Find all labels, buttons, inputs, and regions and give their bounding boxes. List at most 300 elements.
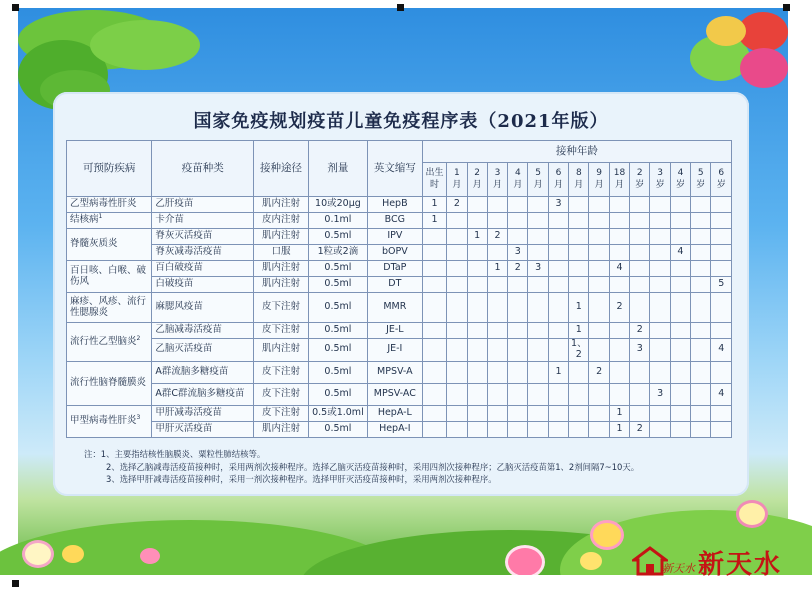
dose-number-cell: 3 [650, 383, 670, 405]
footnote-2: 2、选择乙脑减毒活疫苗接种时，采用两剂次接种程序。选择乙脑灭活疫苗接种时，采用四剂次接种程序；乙脑灭活疫苗第1、2剂间隔7~10天。 [106, 461, 640, 472]
dose-cell: 0.5或1.0ml [308, 405, 367, 421]
dose-number-cell: 4 [609, 261, 629, 277]
dose-number-cell [691, 245, 711, 261]
dose-number-cell [711, 261, 732, 277]
dose-cell: 0.1ml [308, 213, 367, 229]
dose-number-cell [711, 405, 732, 421]
vaccine-cell: A群流脑多糖疫苗 [152, 361, 254, 383]
dose-number-cell [589, 383, 609, 405]
dose-number-cell [711, 213, 732, 229]
footnote-3: 3、选择甲肝减毒活疫苗接种时，采用一剂次接种程序。选择甲肝灭活疫苗接种时，采用两剂次接种程序。 [106, 474, 497, 484]
dose-number-cell [569, 405, 589, 421]
dose-number-cell [609, 277, 629, 293]
dose-number-cell [609, 383, 629, 405]
dose-number-cell: 2 [630, 421, 650, 437]
dose-number-cell [670, 421, 690, 437]
dose-number-cell [589, 197, 609, 213]
dose-number-cell [422, 339, 446, 362]
header-disease: 可预防疾病 [67, 141, 152, 197]
flower [580, 552, 602, 570]
dose-number-cell: 1 [609, 405, 629, 421]
table-row [67, 277, 732, 293]
disease-cell: 流行性脑脊髓膜炎 [67, 361, 152, 405]
dose-number-cell [589, 277, 609, 293]
dose-number-cell [691, 293, 711, 323]
route-cell: 肌内注射 [254, 261, 309, 277]
header-abbr: 英文缩写 [367, 141, 422, 197]
disease-cell: 脊髓灰质炎 [67, 229, 152, 261]
table-row [67, 383, 732, 405]
dose-number-cell [528, 245, 548, 261]
abbr-cell: MPSV-AC [367, 383, 422, 405]
dose-number-cell [447, 213, 467, 229]
dose-number-cell: 1、2 [569, 339, 589, 362]
dose-number-cell [528, 277, 548, 293]
dose-number-cell: 2 [447, 197, 467, 213]
dose-number-cell [609, 323, 629, 339]
selection-handle[interactable] [783, 4, 790, 11]
dose-cell: 0.5ml [308, 293, 367, 323]
abbr-cell: HepA-L [367, 405, 422, 421]
table-row [67, 405, 732, 421]
age-header: 2 月 [467, 163, 487, 197]
dose-number-cell [589, 339, 609, 362]
table-row [67, 361, 732, 383]
selection-handle[interactable] [12, 580, 19, 587]
dose-number-cell [447, 245, 467, 261]
disease-cell: 麻疹、风疹、流行性腮腺炎 [67, 293, 152, 323]
selection-handle[interactable] [12, 4, 19, 11]
age-header: 6 岁 [711, 163, 732, 197]
header-age-group: 接种年龄 [422, 141, 731, 163]
dose-number-cell [691, 323, 711, 339]
dose-number-cell [589, 261, 609, 277]
flower [62, 545, 84, 563]
dose-number-cell [630, 361, 650, 383]
age-header: 6 月 [548, 163, 568, 197]
dose-number-cell [609, 213, 629, 229]
dose-number-cell [447, 383, 467, 405]
dose-number-cell [569, 245, 589, 261]
age-header: 9 月 [589, 163, 609, 197]
dose-number-cell [422, 323, 446, 339]
dose-number-cell [487, 197, 507, 213]
dose-number-cell [630, 229, 650, 245]
vaccine-cell: 白破疫苗 [152, 277, 254, 293]
dose-number-cell [487, 383, 507, 405]
dose-number-cell [589, 245, 609, 261]
abbr-cell: HepB [367, 197, 422, 213]
abbr-cell: DTaP [367, 261, 422, 277]
dose-number-cell [528, 421, 548, 437]
dose-number-cell [691, 383, 711, 405]
dose-number-cell [569, 261, 589, 277]
dose-number-cell [422, 421, 446, 437]
dose-number-cell: 3 [508, 245, 528, 261]
dose-number-cell [630, 277, 650, 293]
dose-number-cell [528, 213, 548, 229]
dose-number-cell [422, 405, 446, 421]
dose-number-cell [508, 383, 528, 405]
dose-number-cell [609, 197, 629, 213]
dose-number-cell [711, 229, 732, 245]
vaccine-cell: 卡介苗 [152, 213, 254, 229]
dose-number-cell [711, 245, 732, 261]
dose-cell: 0.5ml [308, 261, 367, 277]
dose-number-cell: 4 [711, 339, 732, 362]
dose-number-cell [508, 213, 528, 229]
dose-number-cell [670, 293, 690, 323]
dose-number-cell [589, 405, 609, 421]
age-header: 4 岁 [670, 163, 690, 197]
route-cell: 肌内注射 [254, 229, 309, 245]
dose-number-cell [548, 339, 568, 362]
dose-number-cell [650, 229, 670, 245]
dose-number-cell [548, 405, 568, 421]
dose-number-cell [467, 261, 487, 277]
dose-number-cell [548, 245, 568, 261]
dose-number-cell [609, 339, 629, 362]
dose-number-cell [691, 405, 711, 421]
dose-number-cell: 4 [670, 245, 690, 261]
dose-number-cell [670, 229, 690, 245]
dose-number-cell: 3 [528, 261, 548, 277]
dose-number-cell [650, 213, 670, 229]
route-cell: 口服 [254, 245, 309, 261]
dose-number-cell [447, 229, 467, 245]
dose-number-cell [548, 229, 568, 245]
dose-number-cell: 1 [569, 323, 589, 339]
disease-cell: 百日咳、白喉、破伤风 [67, 261, 152, 293]
dose-number-cell [508, 229, 528, 245]
table-row [67, 229, 732, 245]
dose-number-cell [670, 197, 690, 213]
disease-cell: 甲型病毒性肝炎$^3$ [67, 405, 152, 437]
dose-number-cell [630, 293, 650, 323]
age-header: 2 岁 [630, 163, 650, 197]
dose-number-cell [548, 213, 568, 229]
dose-cell: 1粒或2滴 [308, 245, 367, 261]
flower [22, 540, 54, 568]
dose-cell: 10或20μg [308, 197, 367, 213]
dose-number-cell [528, 229, 548, 245]
age-header: 8 月 [569, 163, 589, 197]
table-row [67, 421, 732, 437]
dose-number-cell [528, 383, 548, 405]
dose-number-cell: 3 [630, 339, 650, 362]
dose-number-cell [670, 323, 690, 339]
dose-number-cell [650, 323, 670, 339]
dose-number-cell [447, 261, 467, 277]
dose-number-cell [569, 277, 589, 293]
route-cell: 皮下注射 [254, 361, 309, 383]
dose-number-cell [670, 277, 690, 293]
abbr-cell: bOPV [367, 245, 422, 261]
dose-number-cell [589, 421, 609, 437]
dose-number-cell [650, 277, 670, 293]
dose-number-cell [487, 245, 507, 261]
route-cell: 肌内注射 [254, 277, 309, 293]
dose-number-cell: 2 [589, 361, 609, 383]
dose-number-cell [589, 229, 609, 245]
dose-number-cell [422, 293, 446, 323]
dose-number-cell [467, 405, 487, 421]
dose-number-cell [548, 421, 568, 437]
route-cell: 皮下注射 [254, 323, 309, 339]
dose-number-cell [422, 361, 446, 383]
dose-number-cell: 1 [569, 293, 589, 323]
dose-number-cell [650, 361, 670, 383]
dose-number-cell [508, 405, 528, 421]
disease-cell: 乙型病毒性肝炎 [67, 197, 152, 213]
dose-number-cell [569, 421, 589, 437]
dose-number-cell [467, 383, 487, 405]
dose-number-cell [630, 405, 650, 421]
dose-number-cell [508, 339, 528, 362]
dose-number-cell: 1 [422, 197, 446, 213]
route-cell: 肌内注射 [254, 421, 309, 437]
dose-number-cell [422, 245, 446, 261]
age-header: 4 月 [508, 163, 528, 197]
age-header: 3 月 [487, 163, 507, 197]
dose-number-cell [691, 229, 711, 245]
balloon [740, 48, 788, 88]
dose-cell: 0.5ml [308, 421, 367, 437]
dose-number-cell [569, 213, 589, 229]
dose-number-cell [487, 361, 507, 383]
age-header: 3 岁 [650, 163, 670, 197]
dose-number-cell: 2 [508, 261, 528, 277]
dose-number-cell [548, 383, 568, 405]
age-header: 出生 时 [422, 163, 446, 197]
footnote-1: 注：1、主要指结核性脑膜炎、粟粒性肺结核等。 [84, 449, 266, 459]
watermark-logo [632, 542, 792, 582]
footnotes [84, 448, 744, 486]
dose-number-cell [589, 323, 609, 339]
dose-number-cell [422, 277, 446, 293]
dose-number-cell [467, 421, 487, 437]
dose-number-cell [650, 421, 670, 437]
dose-number-cell [630, 245, 650, 261]
route-cell: 皮下注射 [254, 405, 309, 421]
route-cell: 皮下注射 [254, 383, 309, 405]
dose-number-cell [589, 293, 609, 323]
dose-number-cell [630, 213, 650, 229]
dose-number-cell [467, 339, 487, 362]
logo-small-text: 新天水 [662, 562, 695, 575]
disease-cell: 流行性乙型脑炎$^2$ [67, 323, 152, 362]
dose-number-cell [691, 197, 711, 213]
route-cell: 肌内注射 [254, 197, 309, 213]
dose-number-cell: 1 [609, 421, 629, 437]
flower [590, 520, 624, 550]
header-route: 接种途径 [254, 141, 309, 197]
dose-number-cell [548, 323, 568, 339]
flower [505, 545, 545, 579]
dose-number-cell: 5 [711, 277, 732, 293]
dose-number-cell: 1 [548, 361, 568, 383]
abbr-cell: JE-I [367, 339, 422, 362]
vaccine-cell: A群C群流脑多糖疫苗 [152, 383, 254, 405]
vaccine-cell: 甲肝灭活疫苗 [152, 421, 254, 437]
dose-number-cell [569, 229, 589, 245]
dose-number-cell: 3 [548, 197, 568, 213]
dose-number-cell [630, 261, 650, 277]
dose-number-cell [691, 213, 711, 229]
vaccine-cell: 乙肝疫苗 [152, 197, 254, 213]
dose-number-cell [711, 293, 732, 323]
dose-number-cell [528, 339, 548, 362]
dose-cell: 0.5ml [308, 339, 367, 362]
dose-number-cell [670, 339, 690, 362]
dose-number-cell [487, 405, 507, 421]
table-row [67, 197, 732, 213]
age-header: 5 月 [528, 163, 548, 197]
dose-number-cell [691, 421, 711, 437]
header-vaccine: 疫苗种类 [152, 141, 254, 197]
dose-cell: 0.5ml [308, 323, 367, 339]
dose-number-cell [650, 245, 670, 261]
vaccine-cell: 脊灰灭活疫苗 [152, 229, 254, 245]
dose-number-cell [670, 213, 690, 229]
dose-number-cell [569, 197, 589, 213]
table-row [67, 261, 732, 277]
dose-number-cell [528, 293, 548, 323]
dose-number-cell [650, 293, 670, 323]
dose-number-cell [467, 213, 487, 229]
disease-cell: 结核病$^1$ [67, 213, 152, 229]
table-row [67, 213, 732, 229]
dose-number-cell: 4 [711, 383, 732, 405]
dose-number-cell [447, 323, 467, 339]
dose-number-cell [447, 293, 467, 323]
dose-number-cell [609, 229, 629, 245]
selection-handle[interactable] [397, 4, 404, 11]
dose-number-cell [691, 261, 711, 277]
dose-number-cell [670, 361, 690, 383]
dose-number-cell [691, 361, 711, 383]
table-row [67, 293, 732, 323]
tree-canopy [90, 20, 200, 70]
dose-number-cell [508, 361, 528, 383]
abbr-cell: BCG [367, 213, 422, 229]
abbr-cell: JE-L [367, 323, 422, 339]
dose-number-cell [650, 197, 670, 213]
dose-number-cell [467, 197, 487, 213]
vaccine-cell: 脊灰减毒活疫苗 [152, 245, 254, 261]
route-cell: 皮内注射 [254, 213, 309, 229]
dose-cell: 0.5ml [308, 277, 367, 293]
dose-number-cell [691, 277, 711, 293]
dose-number-cell [630, 197, 650, 213]
dose-number-cell [508, 197, 528, 213]
dose-number-cell [528, 323, 548, 339]
dose-number-cell: 2 [630, 323, 650, 339]
table-row [67, 245, 732, 261]
dose-number-cell [711, 421, 732, 437]
dose-number-cell [670, 261, 690, 277]
dose-number-cell [508, 293, 528, 323]
dose-number-cell [467, 277, 487, 293]
dose-number-cell [487, 213, 507, 229]
vaccine-cell: 百白破疫苗 [152, 261, 254, 277]
immunization-schedule-table [66, 140, 732, 438]
dose-number-cell [691, 339, 711, 362]
dose-number-cell [650, 339, 670, 362]
dose-cell: 0.5ml [308, 361, 367, 383]
dose-number-cell [711, 361, 732, 383]
dose-number-cell [447, 405, 467, 421]
logo-big-text: 新天水 [698, 550, 783, 580]
dose-number-cell [670, 383, 690, 405]
dose-number-cell [447, 339, 467, 362]
abbr-cell: MMR [367, 293, 422, 323]
dose-number-cell [467, 361, 487, 383]
dose-number-cell: 1 [487, 261, 507, 277]
dose-number-cell [508, 277, 528, 293]
dose-number-cell [650, 261, 670, 277]
dose-cell: 0.5ml [308, 229, 367, 245]
dose-number-cell [711, 197, 732, 213]
dose-number-cell: 2 [609, 293, 629, 323]
dose-number-cell [447, 277, 467, 293]
dose-number-cell [548, 277, 568, 293]
dose-cell: 0.5ml [308, 383, 367, 405]
dose-number-cell [569, 361, 589, 383]
flower [736, 500, 768, 528]
dose-number-cell [548, 261, 568, 277]
dose-number-cell [508, 323, 528, 339]
dose-number-cell [609, 245, 629, 261]
dose-number-cell [487, 277, 507, 293]
vaccine-cell: 乙脑减毒活疫苗 [152, 323, 254, 339]
dose-number-cell [422, 261, 446, 277]
dose-number-cell: 1 [422, 213, 446, 229]
dose-number-cell [422, 383, 446, 405]
dose-number-cell [589, 213, 609, 229]
table-row [67, 339, 732, 362]
dose-number-cell [422, 229, 446, 245]
dose-number-cell [487, 421, 507, 437]
table-row [67, 323, 732, 339]
age-header: 1 月 [447, 163, 467, 197]
page-title: 国家免疫规划疫苗儿童免疫程序表（2021年版） [193, 111, 609, 132]
dose-number-cell [630, 383, 650, 405]
dose-number-cell: 2 [487, 229, 507, 245]
dose-number-cell [609, 361, 629, 383]
dose-number-cell [447, 421, 467, 437]
age-header: 18 月 [609, 163, 629, 197]
dose-number-cell [528, 405, 548, 421]
abbr-cell: DT [367, 277, 422, 293]
route-cell: 皮下注射 [254, 293, 309, 323]
dose-number-cell [487, 323, 507, 339]
abbr-cell: HepA-I [367, 421, 422, 437]
dose-number-cell: 1 [467, 229, 487, 245]
balloon [706, 16, 746, 46]
dose-number-cell [670, 405, 690, 421]
flower [140, 548, 160, 564]
dose-number-cell [711, 323, 732, 339]
abbr-cell: IPV [367, 229, 422, 245]
dose-number-cell [650, 405, 670, 421]
dose-number-cell [447, 361, 467, 383]
route-cell: 肌内注射 [254, 339, 309, 362]
dose-number-cell [528, 361, 548, 383]
header-dose: 剂量 [308, 141, 367, 197]
vaccine-cell: 乙脑灭活疫苗 [152, 339, 254, 362]
dose-number-cell [487, 339, 507, 362]
